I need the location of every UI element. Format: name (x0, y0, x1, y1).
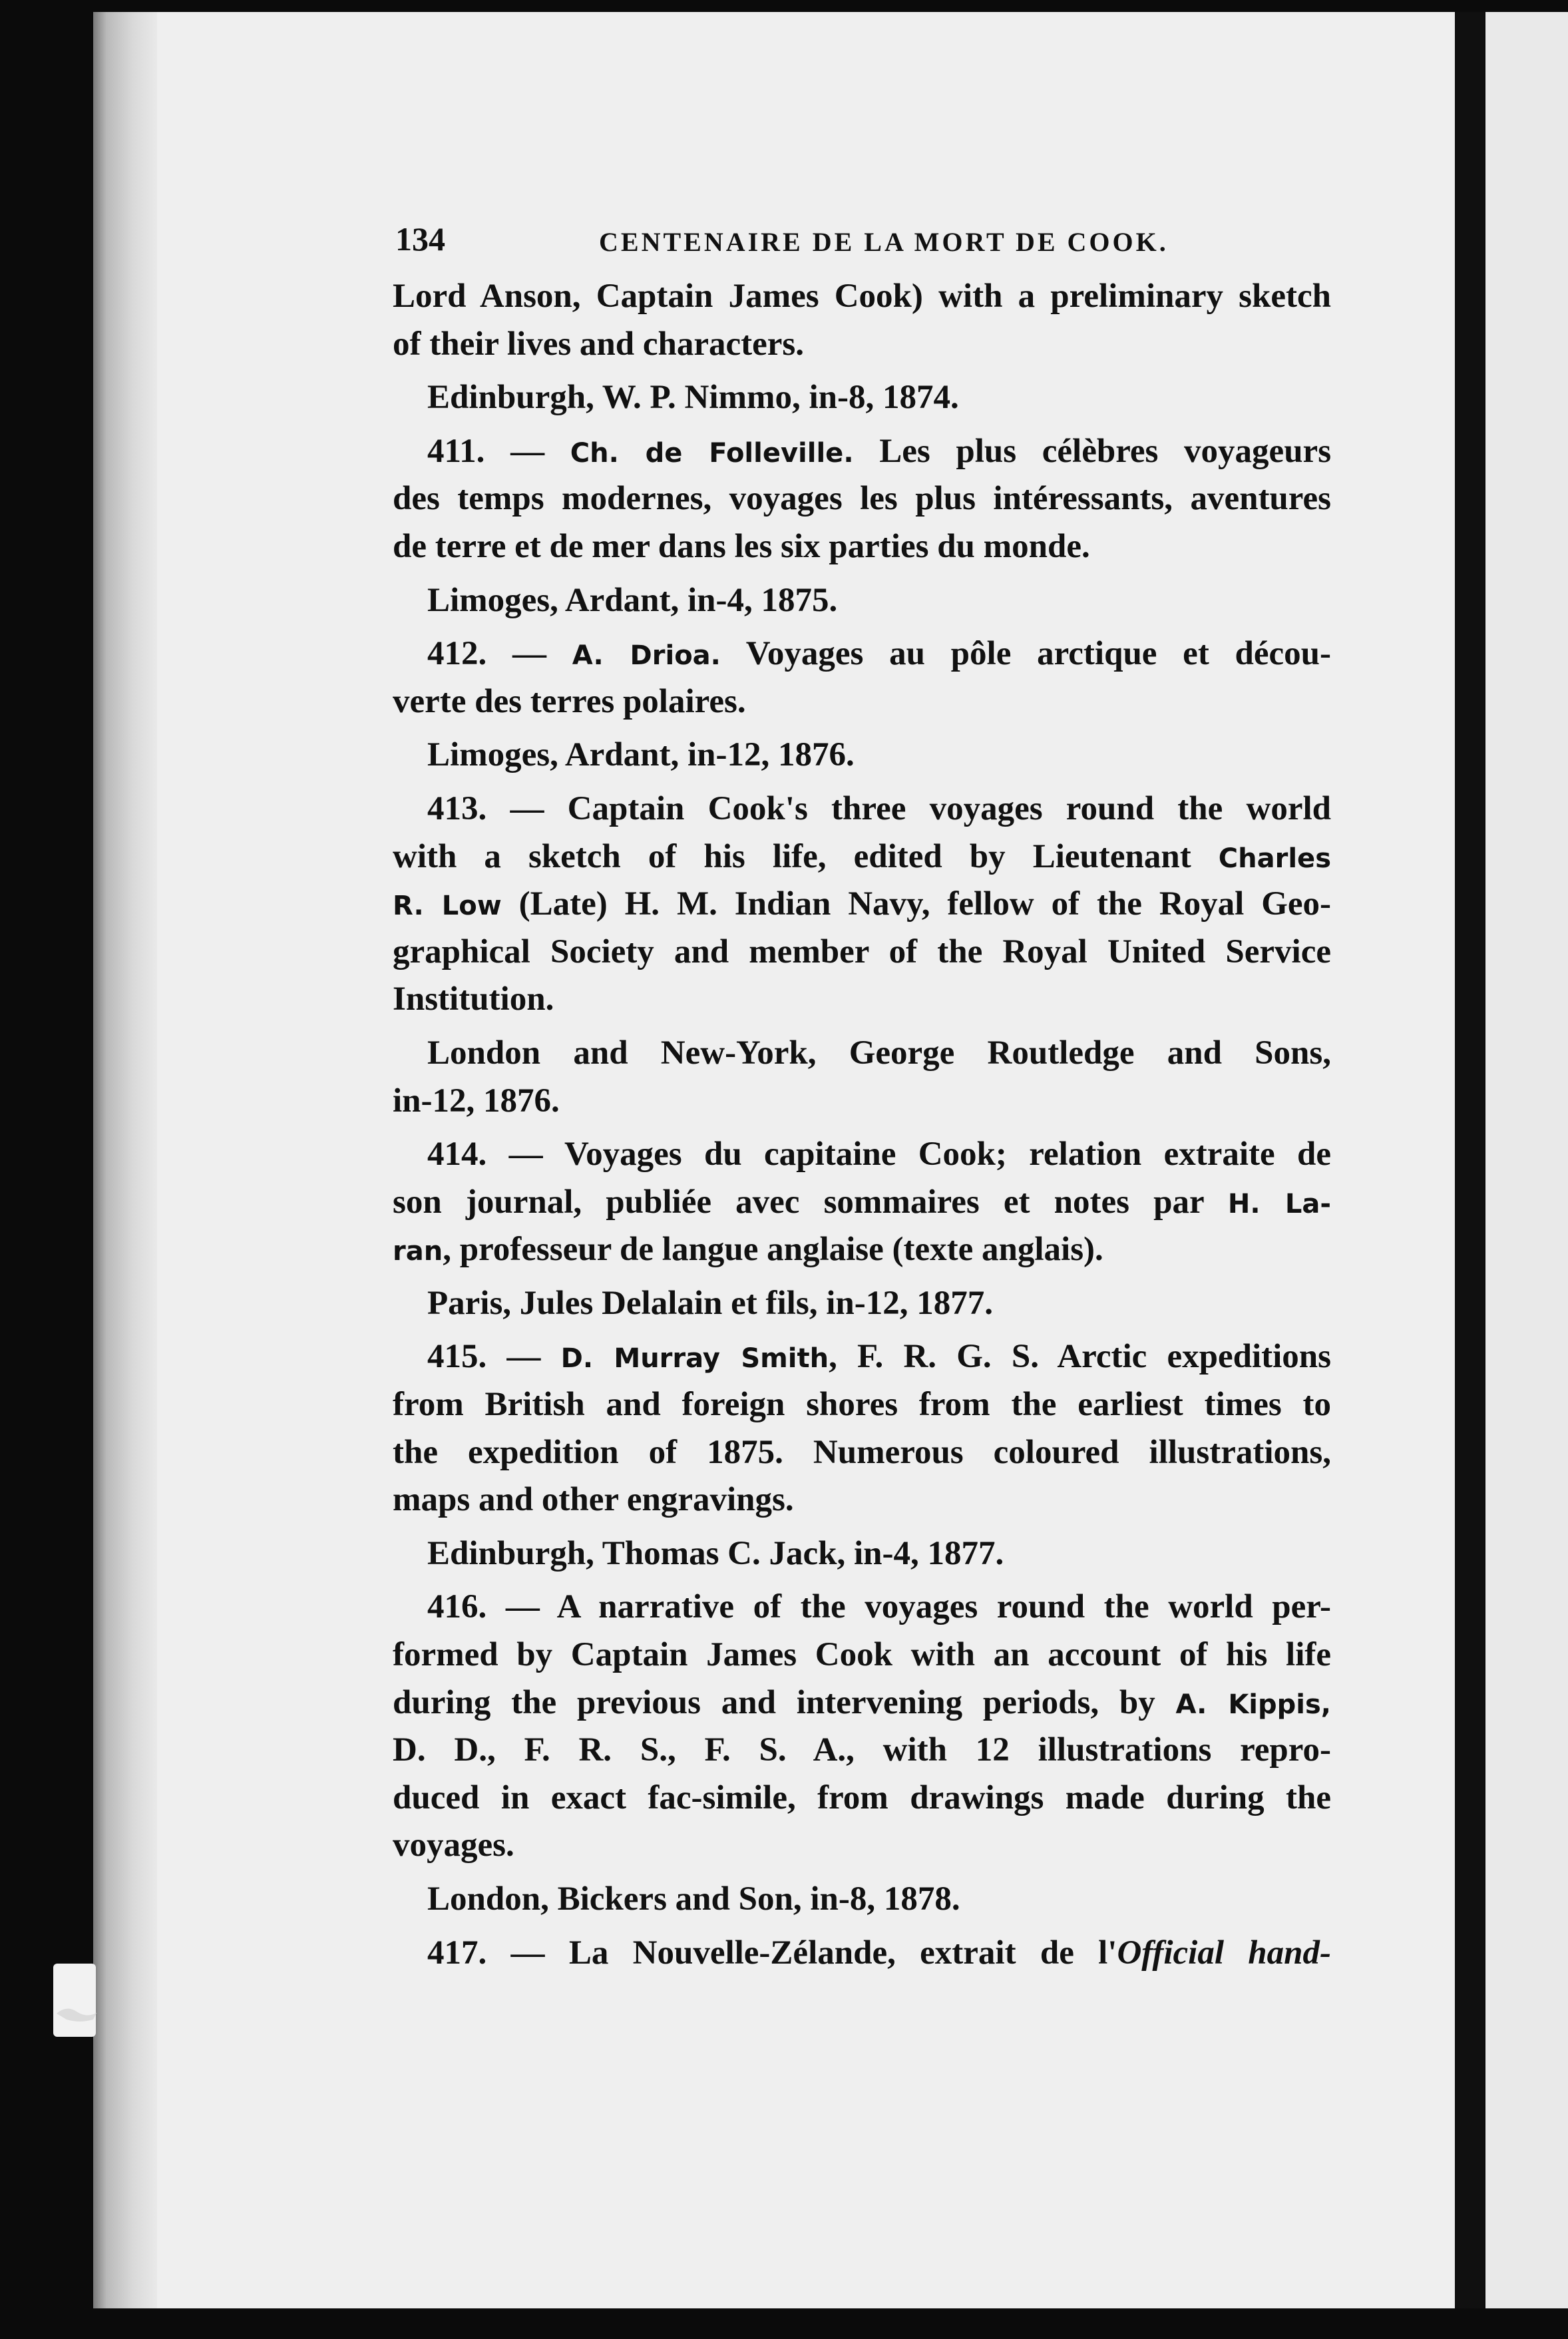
author-name: Ch. de Folleville. (570, 437, 854, 469)
entry-410 (393, 273, 1331, 422)
entry-414 (393, 1131, 1331, 1327)
author-name: H. La- (1227, 1188, 1331, 1219)
text-line: duced in exact fac-simile, from drawings made during the (393, 1779, 1331, 1816)
imprint-line: London, Bickers and Son, in-8, 1878. (427, 1880, 960, 1918)
title-text: 417. — La Nouvelle-Zélande, extrait de l' (427, 1934, 1117, 1972)
title-text: with a sketch of his life, edited by Lieutenant (393, 837, 1191, 875)
text-line (393, 833, 1331, 881)
text-line: maps and other engravings. (393, 1481, 794, 1519)
text-line: the expedition of 1875. Numerous coloured illustrations, (393, 1433, 1331, 1471)
page-header (395, 220, 1331, 262)
author-name: A. Drioa. (572, 640, 721, 672)
page-edge-shadow (1455, 12, 1484, 2308)
imprint-line: Edinburgh, Thomas C. Jack, in-4, 1877. (427, 1534, 1004, 1572)
text-line: formed by Captain James Cook with an account of his life (393, 1636, 1331, 1674)
text-line: verte des terres polaires. (393, 682, 746, 720)
text-line: Institution. (393, 980, 554, 1018)
text-line (393, 1226, 1331, 1274)
author-name: D. Murray Smith (560, 1343, 829, 1375)
entry-number: 412. — (427, 635, 546, 673)
entry-415 (393, 1333, 1331, 1578)
text-line: of their lives and characters. (393, 325, 805, 363)
text-line (393, 1679, 1331, 1727)
text-line: des temps modernes, voyages les plus intéressants, aventures (393, 480, 1331, 518)
imprint-line: Limoges, Ardant, in-4, 1875. (427, 581, 838, 619)
entry-number: 415. — (427, 1338, 541, 1376)
entry-heading-line: 414. — Voyages du capitaine Cook; relation extraite de (427, 1136, 1331, 1173)
text-line (393, 1179, 1331, 1227)
title-text: son journal, publiée avec sommaires et notes par (393, 1183, 1204, 1221)
entry-416 (393, 1584, 1331, 1923)
entry-heading-line (393, 630, 1331, 678)
entry-413 (393, 785, 1331, 1125)
entry-411 (393, 428, 1331, 624)
italic-title-text: Official hand- (1117, 1934, 1331, 1972)
bibliography-text (393, 273, 1331, 1977)
title-text: (Late) H. M. Indian Navy, fellow of the Royal Geo- (518, 885, 1332, 923)
imprint-line: in-12, 1876. (393, 1082, 560, 1120)
text-line: de terre et de mer dans les six parties du monde. (393, 527, 1090, 565)
text-line: Lord Anson, Captain James Cook) with a preliminary sketch (393, 278, 1331, 315)
imprint-line: Paris, Jules Delalain et fils, in-12, 1877. (427, 1284, 993, 1322)
author-name: R. Low (393, 891, 502, 922)
entry-heading-line (393, 1930, 1331, 1978)
text-line: graphical Society and member of the Royal United Service (393, 933, 1331, 970)
entry-417 (393, 1930, 1331, 1978)
imprint-line: Limoges, Ardant, in-12, 1876. (427, 736, 855, 774)
text-line: from British and foreign shores from the earliest times to (393, 1386, 1331, 1424)
title-text: Les plus célèbres voyageurs (879, 432, 1332, 470)
author-name: A. Kippis, (1175, 1689, 1332, 1720)
entry-412 (393, 630, 1331, 779)
page-number: 134 (395, 220, 445, 258)
imprint-line: London and New-York, George Routledge and Sons, (427, 1034, 1331, 1072)
text-line: D. D., F. R. S., F. S. A., with 12 illustrations repro- (393, 1731, 1331, 1769)
page-gutter-shadow (93, 12, 157, 2308)
text-line: voyages. (393, 1826, 514, 1864)
facing-page-edge (1485, 12, 1568, 2308)
paper-fleck-icon (53, 2004, 100, 2023)
title-text: during the previous and intervening periods, by (393, 1683, 1155, 1721)
author-name: Charles (1218, 843, 1331, 874)
author-name: ran (393, 1236, 443, 1267)
text-line (393, 881, 1331, 929)
imprint-line: Edinburgh, W. P. Nimmo, in-8, 1874. (427, 379, 959, 417)
running-title: CENTENAIRE DE LA MORT DE COOK. (599, 227, 1169, 257)
title-text: Voyages au pôle arctique et décou- (745, 635, 1332, 673)
entry-heading-line (393, 1333, 1331, 1381)
entry-heading-line (393, 428, 1331, 476)
entry-heading-line: 413. — Captain Cook's three voyages round the world (427, 789, 1331, 827)
title-text: , professeur de langue anglaise (texte anglais). (443, 1231, 1103, 1269)
entry-heading-line: 416. — A narrative of the voyages round the world per- (427, 1588, 1331, 1626)
paper-tab-fragment (53, 1964, 96, 2037)
title-text: , F. R. G. S. Arctic expeditions (829, 1338, 1332, 1376)
entry-number: 411. — (427, 432, 545, 470)
